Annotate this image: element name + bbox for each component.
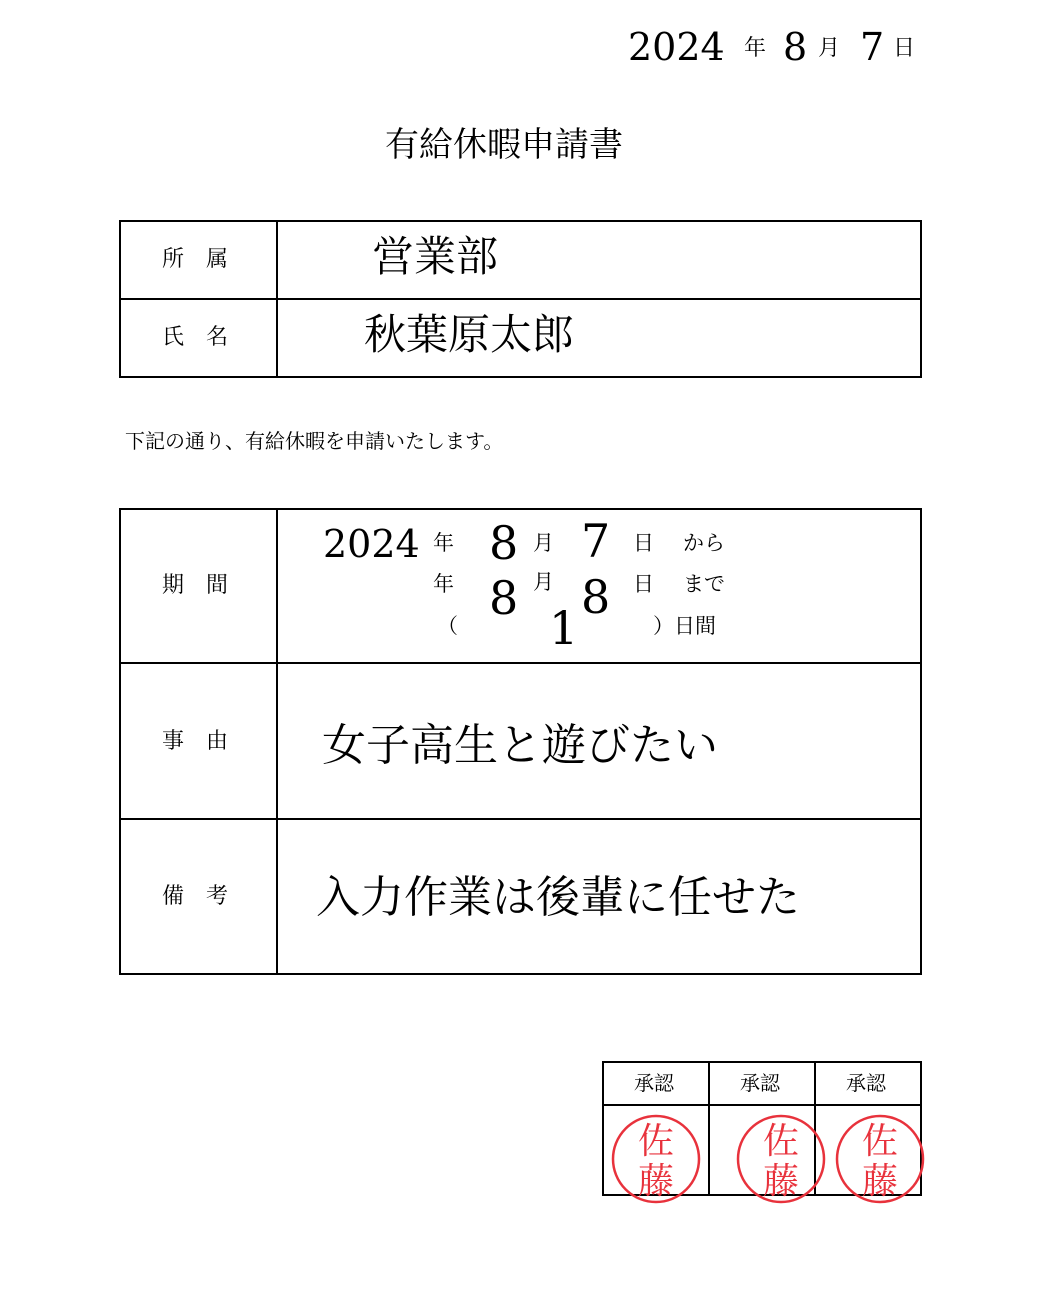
period-label: 期 間 xyxy=(162,573,229,598)
name-label: 氏 名 xyxy=(162,325,229,350)
stamp-2 xyxy=(738,1116,824,1202)
period-start-month-unit: 月 xyxy=(533,531,554,555)
date-year: 2024 xyxy=(628,25,725,69)
period-start-day: 7 xyxy=(581,514,611,568)
stamp-3 xyxy=(837,1116,923,1202)
period-days-unit: ）日間 xyxy=(653,614,716,638)
period-end-month: 8 xyxy=(489,571,519,625)
period-to: まで xyxy=(683,572,725,596)
date-month-unit: 月 xyxy=(818,36,841,61)
stamp-2-line2: 藤 xyxy=(762,1161,800,1202)
stamp-3-line2: 藤 xyxy=(861,1161,899,1202)
approval-label-2: 承認 xyxy=(740,1071,780,1095)
period-end-year-unit: 年 xyxy=(433,572,454,596)
document-title: 有給休暇申請書 xyxy=(385,125,623,165)
period-start-day-unit: 日 xyxy=(633,531,654,555)
date-day: 7 xyxy=(860,25,885,69)
stamp-1 xyxy=(613,1116,699,1202)
approval-label-1: 承認 xyxy=(634,1071,674,1095)
date-month: 8 xyxy=(783,25,808,69)
remarks-label: 備 考 xyxy=(162,884,229,909)
name-value: 秋葉原太郎 xyxy=(364,310,575,359)
period-start-month: 8 xyxy=(489,516,519,570)
approval-label-3: 承認 xyxy=(846,1071,886,1095)
department-value: 営業部 xyxy=(372,232,499,281)
period-from: から xyxy=(683,531,725,555)
date-day-unit: 日 xyxy=(893,36,916,61)
period-end-day: 8 xyxy=(581,570,611,624)
period-open-paren: （ xyxy=(437,614,458,638)
department-label: 所 属 xyxy=(162,247,229,272)
reason-value: 女子高生と遊びたい xyxy=(322,720,718,771)
stamp-1-line2: 藤 xyxy=(637,1161,675,1202)
period-start-year: 2024 xyxy=(323,522,420,566)
stamp-1-line1: 佐 xyxy=(637,1121,675,1162)
period-start-year-unit: 年 xyxy=(433,531,454,555)
period-end-day-unit: 日 xyxy=(633,572,654,596)
stamp-2-line1: 佐 xyxy=(762,1121,800,1162)
stamp-3-line1: 佐 xyxy=(861,1121,899,1162)
reason-label: 事 由 xyxy=(162,729,229,754)
remarks-value: 入力作業は後輩に任せた xyxy=(316,872,800,923)
period-end-month-unit: 月 xyxy=(533,570,554,594)
application-notice: 下記の通り、有給休暇を申請いたします。 xyxy=(125,429,504,453)
date-year-unit: 年 xyxy=(744,36,767,61)
period-days: 1 xyxy=(549,601,579,655)
